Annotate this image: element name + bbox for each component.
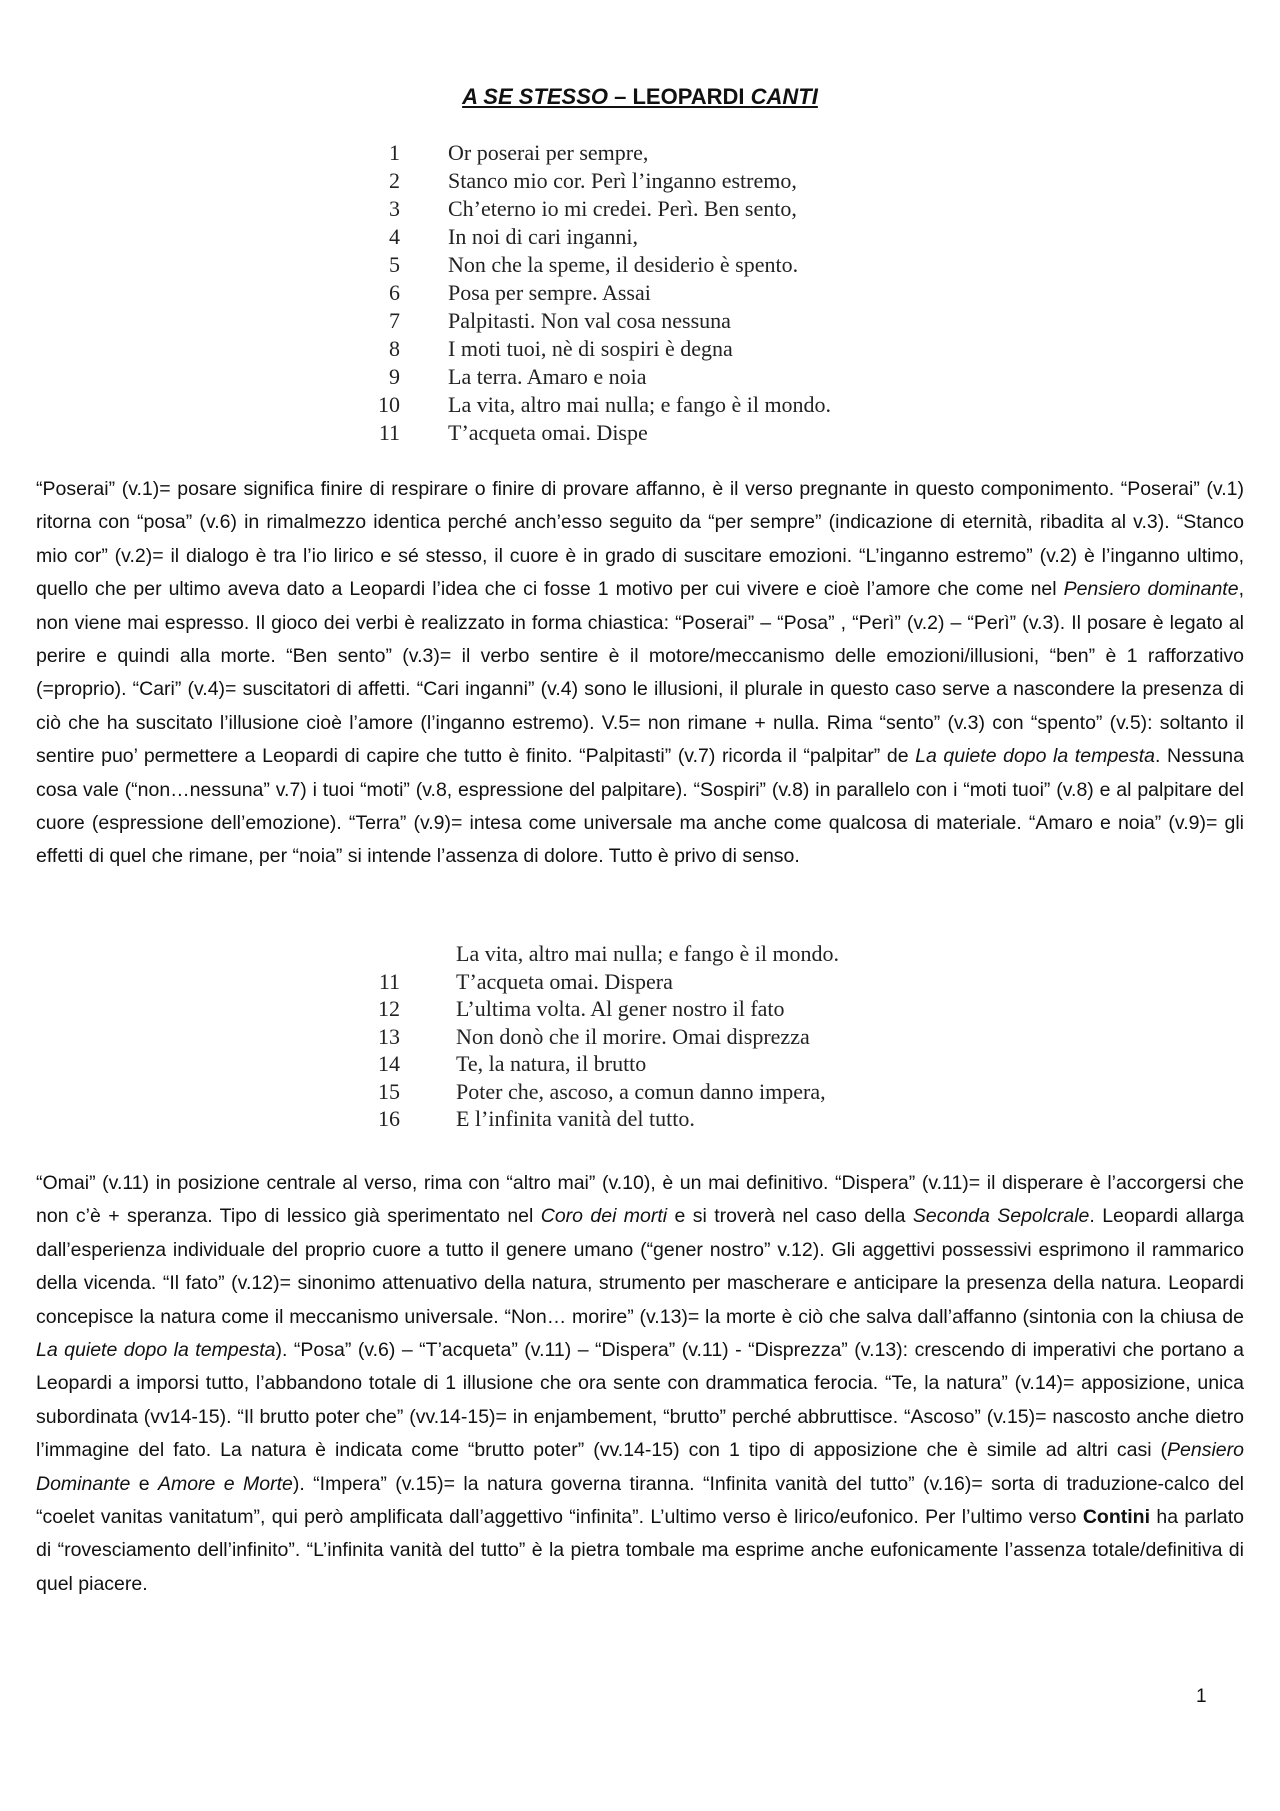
verse-text: T’acqueta omai. Dispera bbox=[456, 968, 673, 994]
verse-number: 10 bbox=[378, 392, 400, 417]
p1-text-2: , non viene mai espresso. Il gioco dei verbi è realizzato in forma chiastica: “Poserai” – “Posa” , “Perì” (v.2) – “Perì” (v.3). Il posare è legato al perire e quindi alla morte. “Ben sento” (v.3)= il verbo sentire è il motore/meccanismo delle emozioni/illusioni, “ben” è 1 rafforzativo (=proprio). “Cari” (v.4)= suscitatori di affetti. “Cari inganni” (v.4) sono le illusioni, il plurale in questo caso serve a nascondere la presenza di ciò che ha suscitato l’illusione cioè l’amore (l’inganno estremo). V.5= non rimane + nulla. Rima “sento” (v.3) con “spento” (v.5): soltanto il sentire puo’ permettere a Leopardi di capire che tutto è finito. “Palpitasti” (v.7) ricorda il “palpitar” de bbox=[36, 578, 1244, 768]
p1-text-3: . Nessuna cosa vale (“non…nessuna” v.7) i tuoi “moti” (v.8, espressione del palpitare). “Sospiri” (v.8) in parallelo con i “moti tuoi” (v.8) e al palpitare del cuore (espressione dell’emozione). “Terra” (v.9)= intesa come universale ma anche come qualcosa di materiale. “Amaro e noia” (v.9)= gli effetti di quel che rimane, per “noia” si intende l’assenza di dolore. Tutto è privo di senso. bbox=[36, 745, 1244, 868]
verse-text: E l’infinita vanità del tutto. bbox=[456, 1106, 695, 1131]
poem-excerpt-image-2 bbox=[370, 941, 900, 1145]
p2-italic-5: Amore e Morte bbox=[157, 1472, 293, 1495]
verse-number: 15 bbox=[378, 1078, 400, 1104]
title-part-2: – LEOPARDI bbox=[608, 84, 751, 109]
p2-text-5: e bbox=[130, 1472, 158, 1495]
verse-number: 9 bbox=[389, 364, 400, 389]
p2-text-7: ha parlato di “rovesciamento dell’infinito”. “L’infinita vanità del tutto” è la pietra tombale ma esprime anche eufonicamente l’assenza totale/definitiva di quel piacere. bbox=[36, 1506, 1245, 1595]
p1-italic-2: La quiete dopo la tempesta bbox=[915, 745, 1156, 768]
p2-text-4: ). “Posa” (v.6) – “T’acqueta” (v.11) – “Dispera” (v.11) - “Disprezza” (v.13): crescendo di imperativi che portano a Leopardi a imporsi tutto, l’abbandono totale di 1 illusione che ora sente con drammatica ferocia. “Te, la natura” (v.14)= apposizione, unica subordinata (vv14-15). “Il brutto poter che” (vv.14-15)= in enjambement, “brutto” perché abbruttisce. “Ascoso” (v.15)= nascosto anche dietro l’immagine del fato. La natura è indicata come “brutto poter” (vv.14-15) con 1 tipo di apposizione che è simile ad altri casi ( bbox=[36, 1339, 1244, 1462]
p2-bold-1: Contini bbox=[1082, 1506, 1150, 1529]
verse-text: Poter che, ascoso, a comun danno impera, bbox=[456, 1078, 826, 1104]
verse-number: 14 bbox=[378, 1051, 400, 1076]
verse-text: In noi di cari inganni, bbox=[448, 224, 639, 249]
verse-number: 6 bbox=[389, 280, 400, 305]
p2-text-2: e si troverà nel caso della bbox=[667, 1205, 913, 1228]
verse-text: L’ultima volta. Al gener nostro il fato bbox=[456, 996, 785, 1021]
verse-number: 16 bbox=[378, 1106, 400, 1131]
verse-text: Non donò che il morire. Omai disprezza bbox=[456, 1023, 810, 1049]
p2-italic-4: Pensiero Dominante bbox=[36, 1439, 1244, 1495]
verse-text: Or poserai per sempre, bbox=[448, 140, 649, 165]
verse-text: La vita, altro mai nulla; e fango è il mondo. bbox=[456, 941, 840, 966]
verse-number: 7 bbox=[389, 308, 400, 333]
verse-text: T’acqueta omai. Dispe bbox=[448, 420, 648, 445]
verse-number: 4 bbox=[389, 224, 400, 249]
verse-number: 13 bbox=[378, 1023, 400, 1049]
title-part-1: A SE STESSO bbox=[462, 84, 609, 109]
commentary-paragraph-2 bbox=[36, 1167, 1244, 1601]
verse-text: Palpitasti. Non val cosa nessuna bbox=[448, 308, 731, 333]
p2-text-3: . Leopardi allarga dall’esperienza individuale del proprio cuore a tutto il genere umano (“gener nostro” v.12). Gli aggettivi possessivi esprimono il rammarico della vicenda. “Il fato” (v.12)= sinonimo attenuativo della natura, strumento per mascherare e anticipare la presenza della natura. Leopardi concepisce la natura come il meccanismo universale. “Non… morire” (v.13)= la morte è ciò che salva dall’affanno (sintonia con la chiusa de bbox=[36, 1205, 1245, 1328]
verse-text: Te, la natura, il brutto bbox=[456, 1051, 647, 1076]
title-part-3: CANTI bbox=[750, 84, 818, 109]
verse-number: 1 bbox=[389, 140, 400, 165]
p2-text-6: ). “Impera” (v.15)= la natura governa tiranna. “Infinita vanità del tutto” (v.16)= sorta di traduzione-calco del “coelet vanitas vanitatum”, qui però amplificata dall’aggettivo “infinita”. L’ultimo verso è lirico/eufonico. Per l’ultimo verso bbox=[36, 1472, 1244, 1529]
verse-text: Stanco mio cor. Perì l’inganno estremo, bbox=[448, 168, 797, 193]
verse-number: 3 bbox=[389, 196, 400, 221]
p2-italic-1: Coro dei morti bbox=[540, 1205, 668, 1228]
verse-text: Non che la speme, il desiderio è spento. bbox=[448, 252, 799, 277]
p1-italic-1: Pensiero dominante bbox=[1063, 578, 1239, 601]
verse-number: 2 bbox=[389, 168, 400, 193]
commentary-paragraph-1 bbox=[36, 473, 1244, 874]
verse-text: La terra. Amaro e noia bbox=[448, 364, 647, 389]
verse-number: 5 bbox=[389, 252, 400, 277]
p2-italic-2: Seconda Sepolcrale bbox=[912, 1205, 1090, 1228]
page-title bbox=[0, 84, 1280, 110]
verse-number: 8 bbox=[389, 336, 400, 361]
verse-number: 12 bbox=[378, 996, 400, 1021]
verse-text: I moti tuoi, nè di sospiri è degna bbox=[448, 336, 733, 361]
p1-text-1: “Poserai” (v.1)= posare significa finire di respirare o finire di provare affanno, è il verso pregnante in questo componimento. “Poserai” (v.1) ritorna con “posa” (v.6) in rimalmezzo identica perché anch’esso seguito da “per sempre” (indicazione di eternità, ribadita al v.3). “Stanco mio cor” (v.2)= il dialogo è tra l’io lirico e sé stesso, il cuore è in grado di suscitare emozioni. “L’inganno estremo” (v.2) è l’inganno ultimo, quello che per ultimo aveva dato a Leopardi l’idea che ci fosse 1 motivo per cui vivere e cioè l’amore che come nel bbox=[36, 478, 1244, 601]
verse-number: 11 bbox=[378, 420, 400, 445]
p2-text-1: “Omai” (v.11) in posizione centrale al verso, rima con “altro mai” (v.10), è un mai definitivo. “Dispera” (v.11)= il disperare è l’accorgersi che non c’è + speranza. Tipo di lessico già sperimentato nel bbox=[36, 1172, 1244, 1228]
verse-text: Posa per sempre. Assai bbox=[448, 280, 651, 305]
verse-text: La vita, altro mai nulla; e fango è il mondo. bbox=[448, 392, 832, 417]
page-number: 1 bbox=[1196, 1686, 1207, 1707]
verse-text: Ch’eterno io mi credei. Perì. Ben sento, bbox=[448, 196, 797, 221]
poem-excerpt-image-1 bbox=[370, 140, 890, 445]
verse-number: 11 bbox=[378, 968, 400, 994]
p2-italic-3: La quiete dopo la tempesta bbox=[36, 1339, 276, 1362]
